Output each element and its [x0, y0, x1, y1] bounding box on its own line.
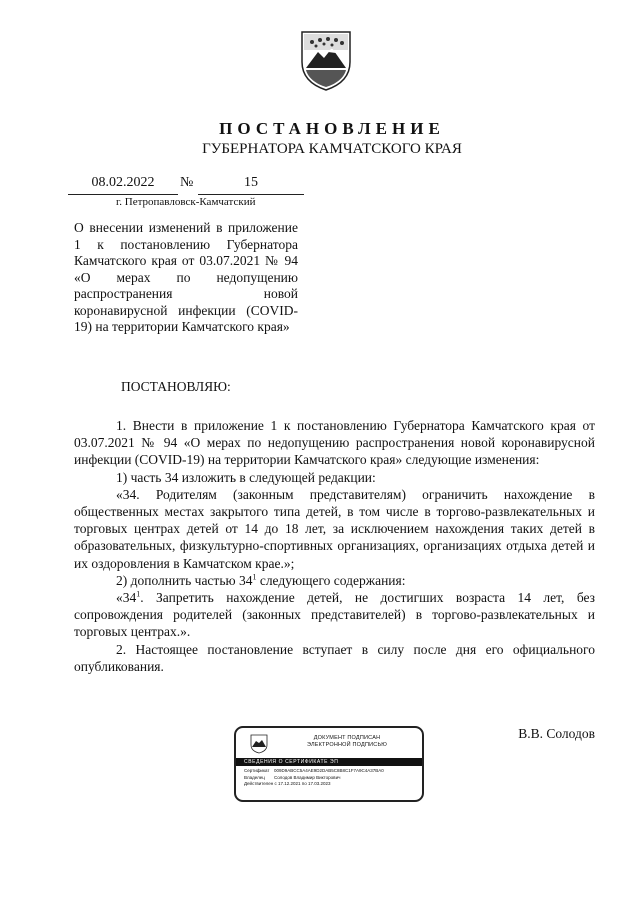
body-paragraph: 2. Настоящее постановление вступает в силу после дня его официального опубликования. [74, 641, 595, 674]
document-date: 08.02.2022 [91, 175, 155, 190]
body-paragraph: «34. Родителям (законным представителям) ограничить нахождение в общественных местах закрытого типа детей, в том числе в торгово-развлекательных и торговых центрах детей от 14 до 18 лет, за исключением нахождения таких детей в образовательных, физкультурно-спортивных организациях, организациях отдыха детей и их оздоровления в Камчатском крае.»; [74, 486, 595, 571]
body-paragraph: 1. Внести в приложение 1 к постановлению Губернатора Камчатского края от 03.07.2021 № 94 «О мерах по недопущению распространения новой коронавирусной инфекции (COVID-19) на территории Камчатского края» следующие изменения: [74, 418, 595, 468]
document-body [74, 417, 595, 675]
document-title: ПОСТАНОВЛЕНИЕ [219, 119, 445, 138]
body-paragraph: 1) часть 34 изложить в следующей редакции: [116, 469, 376, 485]
document-subtitle: ГУБЕРНАТОРА КАМЧАТСКОГО КРАЯ [202, 141, 462, 157]
document-city: г. Петропавловск-Камчатский [116, 196, 256, 208]
decree-word: ПОСТАНОВЛЯЮ: [121, 379, 231, 394]
kamchatka-coat-of-arms-icon [298, 28, 354, 92]
stamp-details: Сертификат 009D9ABCC5A4AE9D2DAB5C8B8C1F7A9C4A37BA0 Владелец Солодов Владимир Викторович Действителен с 17.12.2021 по 17.03.2023 [244, 768, 384, 786]
date-underline [68, 194, 178, 195]
stamp-coat-of-arms-icon [250, 734, 268, 754]
number-underline [198, 194, 304, 195]
document-number: 15 [244, 175, 258, 190]
document-subject: О внесении изменений в приложение 1 к постановлению Губернатора Камчатского края от 03.07.2021 № 94 «О мерах по недопущению распространения новой коронавирусной инфекции (COVID-19) на территории Камчатского края» [74, 220, 298, 334]
number-sign: № [180, 175, 194, 190]
electronic-signature-stamp [234, 726, 424, 802]
stamp-certificate-bar: СВЕДЕНИЯ О СЕРТИФИКАТЕ ЭП [236, 758, 422, 766]
stamp-heading: ДОКУМЕНТ ПОДПИСАН ЭЛЕКТРОННОЙ ПОДПИСЬЮ [306, 735, 388, 748]
body-paragraph: «$34^1$. Запретить нахождение детей, не достигших возраста 14 лет, без сопровождения родителей (законных представителей) в торгово-развлекательных и торговых центрах.». [74, 589, 595, 640]
signer-name: В.В. Солодов [518, 726, 595, 741]
body-paragraph: 2) дополнить частью $34^1$ следующего содержания: [116, 572, 406, 588]
